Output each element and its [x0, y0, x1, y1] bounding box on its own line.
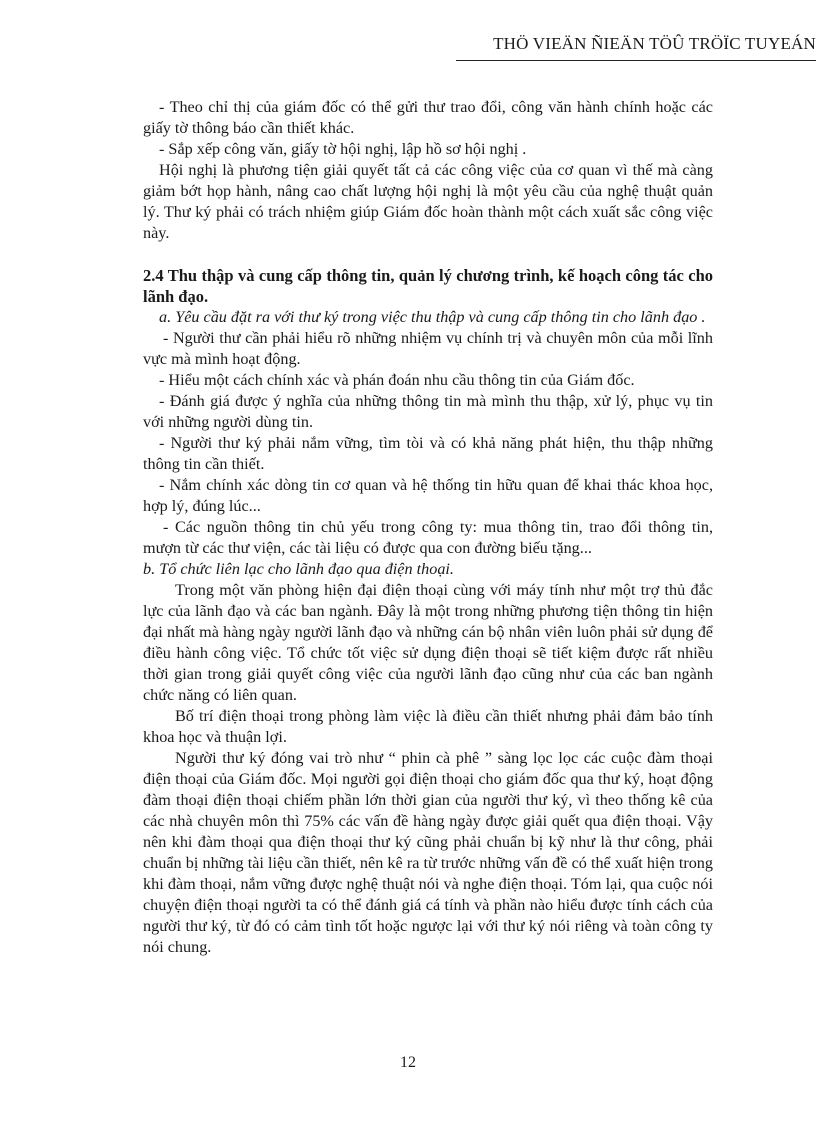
paragraph: - Người thư cần phải hiểu rõ những nhiệm vụ chính trị và chuyên môn của mỗi lĩnh vực mà mình hoạt động. — [143, 329, 713, 368]
subsection-heading: b. Tổ chức liên lạc cho lãnh đạo qua điện thoại. — [143, 560, 454, 578]
paragraph: - Người thư ký phải nắm vững, tìm tòi và có khả năng phát hiện, thu thập những thông tin cần thiết. — [143, 434, 713, 473]
paragraph: - Các nguồn thông tin chủ yếu trong công ty: mua thông tin, trao đổi thông tin, mượn từ các thư viện, các tài liệu có được qua con đường biếu tặng... — [143, 518, 713, 557]
paragraph: - Đánh giá được ý nghĩa của những thông tin mà mình thu thập, xử lý, phục vụ tin với những người dùng tin. — [143, 392, 713, 431]
document-body — [143, 97, 713, 958]
paragraph: Trong một văn phòng hiện đại điện thoại cùng với máy tính như một trợ thủ đắc lực của lãnh đạo và các ban ngành. Đây là một trong những phương tiện thông tin hiện đại nhất mà hàng ngày người lãnh đạo và những cán bộ nhân viên luôn phải sử dụng để điều hành công việc. Tổ chức tốt việc sử dụng điện thoại sẽ tiết kiệm được rất nhiều thời gian trong giải quyết công việc của người lãnh đạo cũng như của các ban ngành chức năng có liên quan. — [143, 581, 713, 704]
section-heading: 2.4 Thu thập và cung cấp thông tin, quản lý chương trình, kế hoạch công tác cho lãnh đạo. — [143, 266, 713, 306]
paragraph: Hội nghị là phương tiện giải quyết tất cả các công việc của cơ quan vì thế mà càng giảm bớt họp hành, nâng cao chất lượng hội nghị là một yêu cầu của nghệ thuật quản lý. Thư ký phải có trách nhiệm giúp Giám đốc hoàn thành một cách xuất sắc công việc này. — [143, 161, 713, 242]
paragraph: - Hiểu một cách chính xác và phán đoán nhu cầu thông tin của Giám đốc. — [159, 371, 635, 389]
paragraph: Người thư ký đóng vai trò như “ phin cà phê ” sàng lọc lọc các cuộc đàm thoại điện thoại của Giám đốc. Mọi người gọi điện thoại cho giám đốc qua thư ký, hoạt động đàm thoại điện thoại chiếm phần lớn thời gian của người thư ký, vì theo thống kê của các nhà chuyên môn thì 75% các vấn đề hàng ngày được giải quết qua điện thoại. Vậy nên khi đàm thoại qua điện thoại thư ký cũng phải chuẩn bị kỹ như là thư công, phải chuẩn bị những tài liệu cần thiết, nên kê ra từ trước những vấn đề có thể xuất hiện trong khi đàm thoại, nắm vững được nghệ thuật nói và nghe điện thoại. Tóm lại, qua cuộc nói chuyện điện thoại người ta có thể đánh giá cá tính và phần nào hiểu được tính cách của người thư ký, từ đó có cảm tình tốt hoặc ngược lại với thư ký nói riêng và toàn công ty nói chung. — [143, 749, 713, 956]
page-header — [456, 34, 816, 61]
subsection-heading: a. Yêu cầu đặt ra với thư ký trong việc thu thập và cung cấp thông tin cho lãnh đạo . — [159, 308, 706, 326]
paragraph: - Nắm chính xác dòng tin cơ quan và hệ thống tin hữu quan để khai thác khoa học, hợp lý, đúng lúc... — [143, 476, 713, 515]
header-title: THÖ VIEÄN ÑIEÄN TÖÛ TRÖÏC TUYEÁN — [493, 34, 816, 53]
paragraph: Bố trí điện thoại trong phòng làm việc là điều cần thiết nhưng phải đảm bảo tính khoa học và thuận lợi. — [143, 707, 713, 746]
paragraph: - Sắp xếp công văn, giấy tờ hội nghị, lập hồ sơ hội nghị . — [159, 140, 527, 158]
paragraph: - Theo chỉ thị của giám đốc có thể gửi thư trao đổi, công văn hành chính hoặc các giấy tờ thông báo cần thiết khác. — [143, 98, 713, 137]
page-number: 12 — [400, 1054, 416, 1071]
